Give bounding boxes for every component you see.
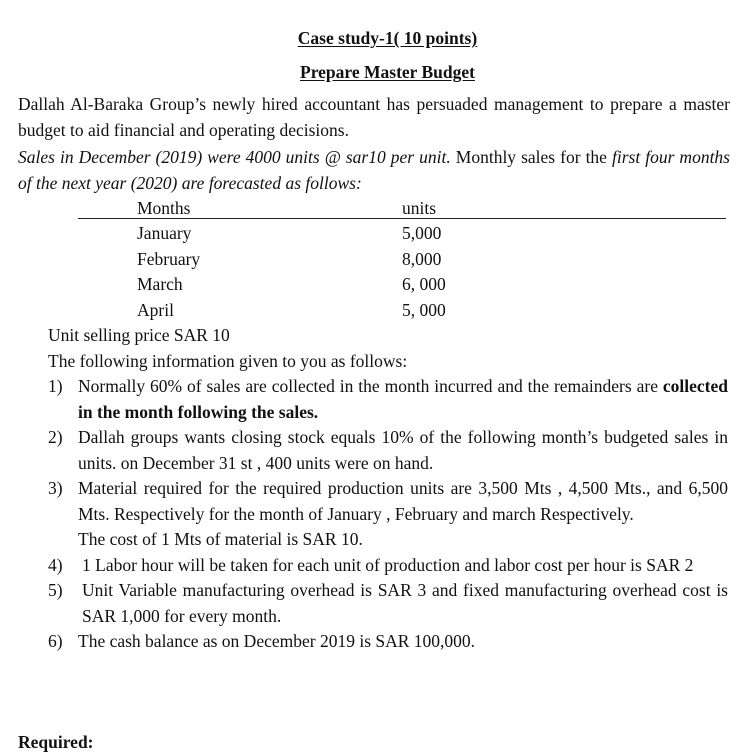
list-text: Material required for the required production units are 3,500 Mts , 4,500 Mts., and 6,500 Mts. Respectively for the month of January , February and march Respectively. [78,478,728,524]
row-units: 5,000 [402,223,442,243]
list-number: 2) [48,427,63,447]
row-month: March [137,274,183,294]
list-item [18,425,728,476]
info-list [18,374,728,655]
info-intro-line: The following information given to you as follows: [48,351,408,371]
list-number: 1) [48,376,63,396]
table-row [78,298,726,324]
list-number: 3) [48,478,63,498]
list-number: 6) [48,631,63,651]
list-text: Dallah groups wants closing stock equals 10% of the following month’s budgeted sales in units. on December 31 st , 400 units were on hand. [78,427,728,473]
sales-forecast-table [78,196,726,323]
table-row [78,272,726,298]
table-row [78,247,726,273]
case-study-title: Case study-1( 10 points) [297,28,478,48]
unit-price-line: Unit selling price SAR 10 [48,325,230,345]
required-label: Required: [18,732,94,752]
sales-paragraph [18,145,730,196]
list-item [18,476,728,553]
sales-forecast-text: first four months of the next year (2020) are forecasted as follows: [18,147,730,193]
row-units: 6, 000 [402,274,446,294]
list-number: 5) [48,580,63,600]
section-title: Prepare Master Budget [300,62,475,82]
row-units: 5, 000 [402,299,446,320]
row-month: April [137,299,174,320]
sales-connector-text: Monthly sales for the [450,147,612,167]
list-number: 4) [48,554,63,575]
list-text: Unit Variable manufacturing overhead is SAR 3 and fixed manufacturing overhead cost is SAR 1,000 for every month. [82,580,728,626]
list-text: The cash balance as on December 2019 is SAR 100,000. [78,631,476,651]
list-item [18,629,728,655]
intro-paragraph: Dallah Al-Baraka Group’s newly hired accountant has persuaded management to prepare a master budget to aid financial and operating decisions. [18,94,730,140]
row-month: February [137,248,201,269]
list-text: Normally 60% of sales are collected in the month incurred and the remainders are [78,376,663,396]
header-units: units [402,198,437,218]
table-row [78,221,726,247]
header-months: Months [137,198,191,218]
list-item [18,374,728,425]
row-month: January [137,223,192,243]
list-item [18,553,728,579]
row-units: 8,000 [402,248,442,269]
list-extra-text: The cost of 1 Mts of material is SAR 10. [78,529,363,549]
list-text: 1 Labor hour will be taken for each unit of production and labor cost per hour is SAR 2 [82,554,694,575]
table-header [78,196,726,219]
list-item [18,578,728,629]
list-bold-text: collected in the month following the sales. [78,376,728,422]
sales-december-text: Sales in December (2019) were 4000 units @ sar10 per unit. [18,147,451,167]
